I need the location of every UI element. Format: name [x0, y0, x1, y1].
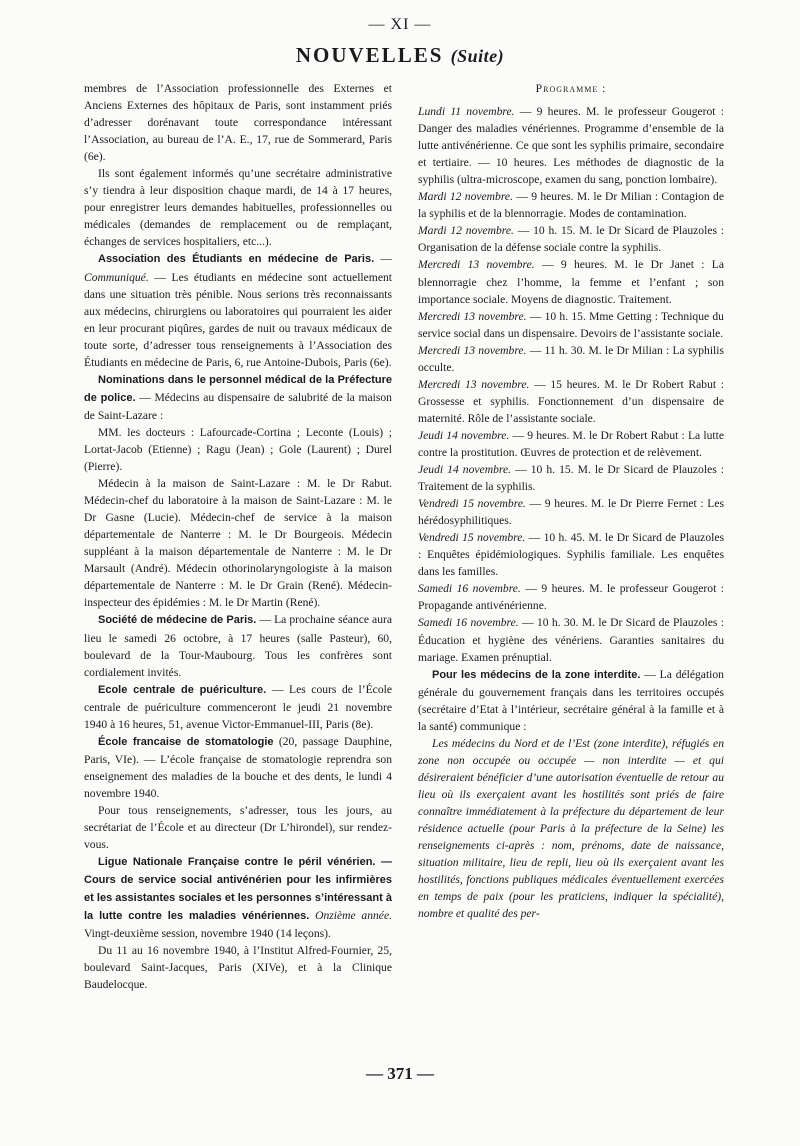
- programme-date: Mardi 12 novembre.: [418, 190, 513, 204]
- section-heading: Ecole centrale de puériculture.: [98, 683, 267, 696]
- section-heading: École francaise de stomatologie: [98, 735, 274, 748]
- programme-text: — 9 heures. M. le Dr Janet : La blennorragie chez l’homme, la femme et l’enfant ; son importance sociale. Moyens de diagnostic. Traitement.: [418, 258, 724, 306]
- paragraph-body: — La prochaine séance aura lieu le samedi 26 octobre, à 17 heures (salle Pasteur), 60, boulevard de la Tour-Maubourg. Tous les confrères sont cordialement invités.: [84, 613, 392, 679]
- paragraph: [84, 733, 392, 802]
- paragraph: Médecin à la maison de Saint-Lazare : M. le Dr Rabut. Médecin-chef du laboratoire à la maison de Saint-Lazare : M. le Dr Gasne (Lucie). Médecin-chef de service à la maison départementale de Nanterre : M. le Dr Bourgeois. Médecin suppléant à la maison départementale de Nanterre : M. le Dr Marsault (André). Médecin othorinolaryngologiste à la maison départementale de Nanterre : M. le Dr Grain (René). Médecin-inspecteur des épidémies : M. le Dr Martin (René).: [84, 477, 392, 610]
- italic-paragraph: Les médecins du Nord et de l’Est (zone interdite), réfugiés en zone non occupée ou occupée — non interdite — et qui désireraient bénéficier d’une autorisation éventuelle de retour au lieu où ils exerçaient avant les hostilités sont priés de faire connaître immédiatement à la préfecture du département de leur résidence actuelle (pour Paris à la préfecture de la Seine) les renseignements ci-après : nom, prénoms, date de naissance, situation militaire, lieu de repli, lieu où ils exerçaient avant les hostilités, fonctions publiques médicales éventuellement exercées en temps de paix (pour les praticiens, indiquer la spécialité), nombre et qualité des per-: [418, 736, 724, 921]
- programme-text: — 9 heures. M. le professeur Gougerot : Propagande antivénérienne.: [418, 582, 724, 613]
- programme-item: [418, 614, 724, 665]
- section-heading: Société de médecine de Paris.: [98, 614, 257, 627]
- programme-text: — 10 h. 45. M. le Dr Sicard de Plauzoles : Enquêtes épidémiologiques. Syphilis familiale. Les enquêtes dans les familles.: [418, 531, 724, 579]
- paragraph: Ils sont également informés qu’une secrétaire administrative s’y tiendra à leur disposition chaque mardi, de 14 à 17 heures, pour enregistrer leurs demandes habituelles, professionnelles ou médicales (demandes de remplacement ou de remplaçant, échanges de services hospitaliers, etc...).: [84, 167, 392, 249]
- programme-text: — 15 heures. M. le Dr Robert Rabut : Grossesse et syphilis. Fonctionnement d’un dispensaire de maternité. Rôle de l’assistante sociale.: [418, 377, 724, 425]
- page-title: [0, 43, 800, 68]
- title-suite: (Suite): [450, 46, 505, 66]
- programme-item: [418, 188, 724, 222]
- italic-text: Communiqué.: [84, 270, 149, 284]
- programme-text: — 11 h. 30. M. le Dr Milian : La syphilis occulte.: [418, 343, 724, 374]
- programme-item: [418, 308, 724, 342]
- programme-item: [418, 495, 724, 529]
- programme-heading: Programme :: [535, 82, 607, 95]
- programme-text: — 10 h. 15. M. le Dr Sicard de Plauzoles : Traitement de la syphilis.: [418, 463, 724, 494]
- programme-item: [418, 103, 724, 188]
- page-number: — 371 —: [366, 1064, 434, 1083]
- italic-text: Onzième année.: [315, 909, 392, 923]
- roman-page-number: — XI —: [368, 16, 432, 33]
- programme-date: Jeudi 14 novembre.: [418, 428, 510, 442]
- programme-date: Vendredi 15 novembre.: [418, 531, 526, 545]
- paragraph: [84, 681, 392, 733]
- paragraph: Du 11 au 16 novembre 1940, à l’Institut Alfred-Fournier, 25, boulevard Saint-Jacques, Paris (XIVe), et à la Clinique Baudelocque.: [84, 944, 392, 992]
- programme-list: [418, 103, 724, 666]
- programme-item: [418, 427, 724, 461]
- programme-date: Mardi 12 novembre.: [418, 224, 514, 238]
- paragraph-body: — Les cours de l’École centrale de puériculture commenceront le jeudi 21 novembre 1940 à 16 heures, 51, avenue Victor-Emmanuel-III, Paris (8e).: [84, 682, 392, 731]
- programme-text: — 9 heures. M. le professeur Gougerot : Danger des maladies vénériennes. Programme d’ensemble de la lutte antivénérienne. Ce que sont les syphilis primaire, secondaire et tertiaire. — 10 heures. Les méthodes de diagnostic de la syphilis (ultra-microscope, examen du sang, ponction lombaire).: [418, 105, 724, 187]
- programme-item: [418, 376, 724, 427]
- programme-item: [418, 580, 724, 614]
- paragraph: [84, 611, 392, 680]
- programme-text: — 9 heures. M. le Dr Milian : Contagion de la syphilis et de la blennorragie. Modes de contamination.: [418, 190, 724, 221]
- title-text: NOUVELLES: [295, 43, 444, 67]
- programme-text: — 10 h. 15. M. le Dr Sicard de Plauzoles : Organisation de la défense sociale contre la syphilis.: [418, 224, 724, 255]
- paragraph: Pour tous renseignements, s’adresser, tous les jours, au secrétariat de l’École et au directeur (Dr L’hirondel), sur rendez-vous.: [84, 803, 392, 852]
- paragraph: [418, 666, 724, 735]
- right-column: [418, 80, 724, 922]
- section-heading: Nominations dans le personnel médical de la Préfecture de police.: [84, 373, 392, 404]
- programme-date: Mercredi 13 novembre.: [418, 258, 535, 272]
- programme-date: Vendredi 15 novembre.: [418, 497, 526, 511]
- section-heading: Association des Étudiants en médecine de Paris.: [98, 253, 375, 266]
- paragraph: membres de l’Association professionnelle des Externes et Anciens Externes des hôpitaux de Paris, sont instamment priés d’adresser dorénavant toute correspondance intéressant l’Association, au bureau de l’A. E., 17, rue de Sommerard, Paris (6e).: [84, 82, 392, 164]
- programme-date: Jeudi 14 novembre.: [418, 463, 511, 477]
- section-heading: Pour les médecins de la zone interdite.: [432, 668, 641, 681]
- section-heading: Ligue Nationale Française contre le péril vénérien. — Cours de service social antivénérien pour les infirmières et les assistantes sociales et les personnes s’intéressant à la lutte contre les maladies vénériennes.: [84, 856, 392, 923]
- programme-date: Samedi 16 novembre.: [418, 616, 519, 630]
- paragraph: Association des Étudiants en médecine de Paris. — Communiqué. — Les étudiants en médecine sont actuellement dans une situation très pénible. Nous serions très reconnaissants aux médecins, chirurgiens ou laboratoires qui pourraient les aider en leur procurant piqûres, gardes de nuit ou travaux médicaux de toute sorte, d’adresser tous renseignements à l’Association des Étudiants en médecine de Paris, 6, rue Antoine-Dubois, Paris (6e).: [84, 252, 393, 369]
- paragraph-body: — Les étudiants en médecine sont actuellement dans une situation très pénible. Nous serions très reconnaissants aux médecins, chirurgiens ou laboratoires qui pourraient les aider en leur procurant piqûres, gardes de nuit ou travaux médicaux de toute sorte, d’adresser tous renseignements à l’Association des Étudiants en médecine de Paris, 6, rue Antoine-Dubois, Paris (6e).: [84, 270, 392, 369]
- programme-date: Mercredi 13 novembre.: [418, 343, 527, 357]
- paragraph-body: Vingt-deuxième session, novembre 1940 (14 leçons).: [84, 927, 331, 941]
- paragraph-body: — Médecins au dispensaire de salubrité de la maison de Saint-Lazare :: [84, 390, 392, 422]
- programme-item: [418, 256, 724, 307]
- programme-text: — 10 h. 15. Mme Getting : Technique du service social dans un dispensaire. Devoirs de l’assistante sociale.: [418, 309, 724, 340]
- left-column: [84, 80, 392, 993]
- programme-text: — 9 heures. M. le Dr Robert Rabut : La lutte contre la prostitution. Œuvres de protection et de relèvement.: [418, 428, 724, 459]
- programme-item: [418, 529, 724, 580]
- paragraph: [84, 853, 392, 942]
- programme-item: [418, 342, 724, 376]
- programme-date: Samedi 16 novembre.: [418, 582, 521, 596]
- paragraph: [84, 371, 392, 424]
- programme-item: [418, 222, 724, 256]
- paragraph: MM. les docteurs : Lafourcade-Cortina ; Leconte (Louis) ; Lortat-Jacob (Etienne) ; Ragu (Jean) ; Gole (Laurent) ; Durel (Pierre).: [84, 425, 392, 474]
- paragraph-body: — La délégation générale du gouvernement français dans les territoires occupés (secrétaire d’Etat à l’intérieur, secrétaire général à la famille et à la santé) communique :: [418, 667, 724, 733]
- programme-date: Mercredi 13 novembre.: [418, 309, 527, 323]
- paragraph-body: (20, passage Dauphine, Paris, VIe). — L’école française de stomatologie reprendra son enseignement des maladies de la bouche et des dents, le lundi 4 novembre 1940.: [84, 734, 392, 800]
- programme-text: — 9 heures. M. le Dr Pierre Fernet : Les hérédosyphilitiques.: [418, 497, 724, 528]
- programme-text: — 10 h. 30. M. le Dr Sicard de Plauzoles : Éducation et hygiène des vénériens. Garanties sanitaires du mariage. Examen prénuptial.: [418, 616, 724, 664]
- programme-date: Mercredi 13 novembre.: [418, 377, 530, 391]
- programme-item: [418, 461, 724, 495]
- programme-date: Lundi 11 novembre.: [418, 105, 515, 119]
